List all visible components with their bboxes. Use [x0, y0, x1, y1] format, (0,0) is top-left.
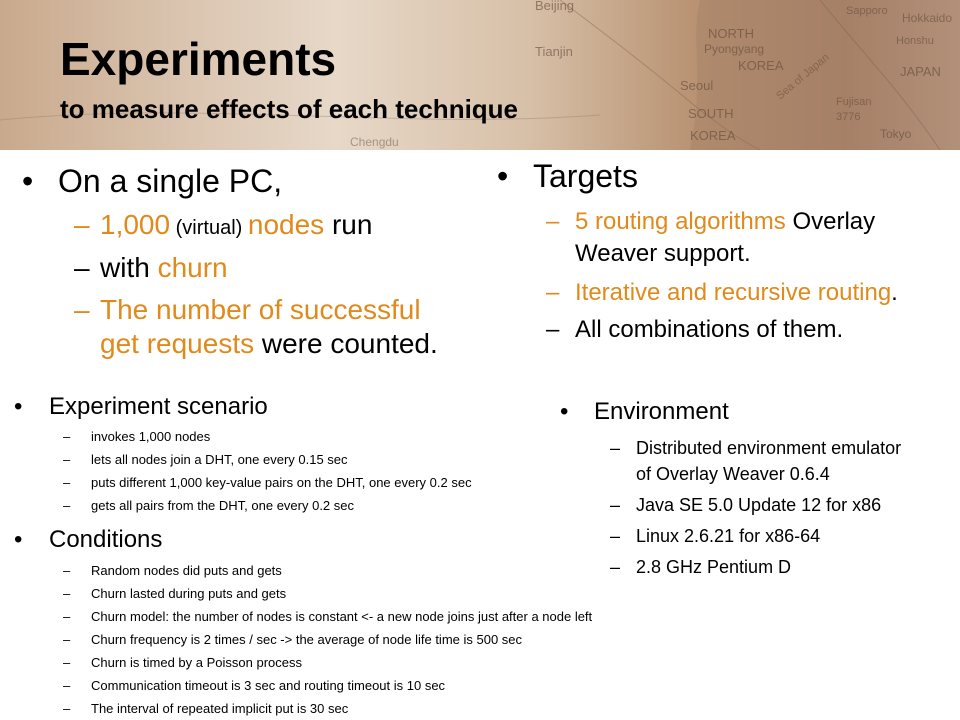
churn-word: churn [157, 252, 228, 283]
scenario-heading: Experiment scenario [49, 393, 268, 420]
bullet-dot: • [14, 526, 23, 553]
dash-marker: – [610, 557, 621, 577]
map-label: Sapporo [846, 5, 888, 17]
routing-algorithms: 5 routing algorithms [575, 208, 786, 235]
dash-marker: – [63, 563, 71, 578]
map-label: NORTH [708, 26, 754, 41]
map-label: 3776 [836, 111, 861, 123]
environment-item-cpu: 2.8 GHz Pentium D [636, 557, 792, 577]
map-label: SOUTH [688, 106, 734, 121]
map-label: JAPAN [900, 64, 941, 79]
iterative-item [575, 279, 898, 307]
map-label: KOREA [690, 128, 736, 143]
dash-marker: – [63, 678, 71, 693]
scenario-item: puts different 1,000 key-value pairs on the DHT, one every 0.2 sec [91, 475, 472, 490]
map-label: Pyongyang [704, 42, 765, 56]
get-requests: get requests [100, 328, 255, 359]
dash-marker: – [63, 498, 71, 513]
routing-algorithms-line2: Weaver support. [575, 240, 751, 267]
scenario-item: lets all nodes join a DHT, one every 0.15 sec [91, 452, 348, 467]
bullet-dot: • [560, 398, 569, 425]
churn-item [100, 252, 228, 284]
virtual-label: (virtual) [170, 217, 248, 239]
targets-heading: Targets [533, 158, 638, 194]
conditions-heading: Conditions [49, 526, 163, 553]
dash-marker: – [610, 495, 621, 515]
map-label: Hokkaido [902, 11, 953, 25]
successful-item-line1: The number of successful [100, 294, 421, 325]
dash-marker: – [74, 252, 90, 283]
condition-item: Churn lasted during puts and gets [91, 586, 287, 601]
dash-marker: – [63, 452, 71, 467]
environment-heading: Environment [594, 398, 729, 425]
map-label: Sea of Japan [774, 51, 832, 103]
dash-marker: – [610, 438, 621, 458]
dash-marker: – [74, 294, 90, 325]
dash-marker: – [546, 208, 560, 235]
environment-item-emulator-line1: Distributed environment emulator [636, 438, 902, 458]
map-label: Beijing [535, 0, 575, 13]
condition-item: Churn model: the number of nodes is constant <- a new node joins just after a node left [91, 609, 593, 624]
dash-marker: – [63, 609, 71, 624]
environment-item-emulator-line2: of Overlay Weaver 0.6.4 [636, 464, 830, 484]
dash-marker: – [546, 279, 560, 306]
dash-marker: – [63, 632, 71, 647]
iterative-recursive: Iterative and recursive routing [575, 279, 892, 306]
scenario-item: gets all pairs from the DHT, one every 0.2 sec [91, 498, 355, 513]
combinations-item: All combinations of them. [575, 316, 844, 343]
slide-title: Experiments [60, 33, 337, 85]
nodes-item [100, 209, 372, 241]
single-pc-heading: On a single PC, [58, 163, 283, 199]
map-label: Fujisan [836, 96, 872, 108]
overlay-word: Overlay [785, 208, 876, 235]
dash-marker: – [63, 475, 71, 490]
nodes-word: nodes [247, 209, 325, 240]
map-label: Tianjin [535, 44, 573, 59]
routing-algorithms-line1 [575, 208, 875, 236]
header-map-banner [0, 0, 960, 150]
dash-marker: – [546, 316, 560, 343]
condition-item: Communication timeout is 3 sec and routing timeout is 10 sec [91, 678, 446, 693]
condition-item: Random nodes did puts and gets [91, 563, 282, 578]
dash-marker: – [63, 586, 71, 601]
dash-marker: – [610, 526, 621, 546]
successful-item-line2 [100, 328, 438, 360]
map-label: Seoul [680, 78, 714, 93]
condition-item: The interval of repeated implicit put is 30 sec [91, 701, 349, 716]
slide-subtitle: to measure effects of each technique [60, 94, 519, 124]
condition-item: Churn frequency is 2 times / sec -> the average of node life time is 500 sec [91, 632, 523, 647]
period: . [891, 279, 898, 306]
map-label: Honshu [896, 35, 934, 47]
nodes-count: 1,000 [100, 209, 171, 240]
condition-item: Churn is timed by a Poisson process [91, 655, 302, 670]
map-label: KOREA [738, 58, 784, 73]
run-word: run [324, 209, 373, 240]
bullet-dot: • [497, 158, 509, 194]
dash-marker: – [74, 209, 90, 240]
were-counted: were counted. [254, 328, 438, 359]
scenario-item: invokes 1,000 nodes [91, 429, 211, 444]
environment-item-linux: Linux 2.6.21 for x86-64 [636, 526, 821, 546]
map-label: Tokyo [880, 127, 912, 141]
bullet-dot: • [22, 163, 34, 199]
environment-item-java: Java SE 5.0 Update 12 for x86 [636, 495, 882, 515]
map-label: Chengdu [350, 135, 399, 149]
dash-marker: – [63, 429, 71, 444]
bullet-dot: • [14, 393, 23, 420]
with-word: with [100, 252, 158, 283]
dash-marker: – [63, 655, 71, 670]
dash-marker: – [63, 701, 71, 716]
